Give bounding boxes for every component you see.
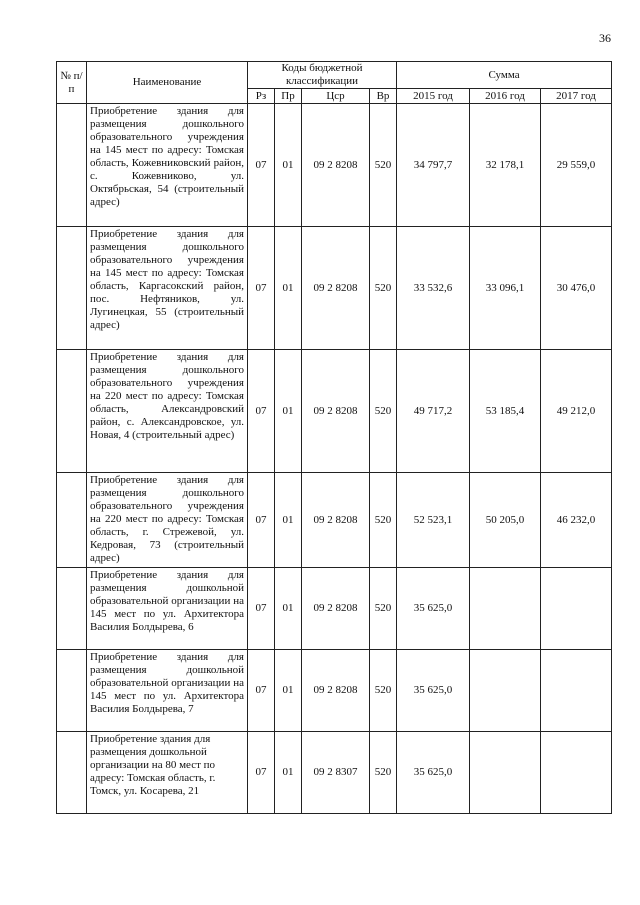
row-2015: 35 625,0 (397, 568, 470, 650)
header-sum-group: Сумма (397, 62, 612, 89)
row-2016: 50 205,0 (470, 473, 541, 568)
row-2017 (541, 650, 612, 732)
row-2016 (470, 732, 541, 814)
row-pr: 01 (275, 473, 302, 568)
row-pr: 01 (275, 104, 302, 227)
row-num (57, 568, 87, 650)
table-row (57, 568, 612, 650)
row-pr: 01 (275, 650, 302, 732)
row-rz: 07 (248, 473, 275, 568)
page-number: 36 (599, 31, 611, 45)
header-rz: Рз (248, 89, 275, 104)
row-rz: 07 (248, 568, 275, 650)
header-row-top (57, 62, 612, 89)
row-2017: 46 232,0 (541, 473, 612, 568)
row-num (57, 227, 87, 350)
row-2017: 30 476,0 (541, 227, 612, 350)
table-row (57, 473, 612, 568)
row-pr: 01 (275, 227, 302, 350)
row-num (57, 350, 87, 473)
header-2016: 2016 год (470, 89, 541, 104)
header-name: Наименование (87, 62, 248, 104)
table-row (57, 732, 612, 814)
row-2015: 52 523,1 (397, 473, 470, 568)
row-rz: 07 (248, 227, 275, 350)
row-vr: 520 (370, 473, 397, 568)
row-csr: 09 2 8208 (302, 104, 370, 227)
row-2016 (470, 568, 541, 650)
row-2016 (470, 650, 541, 732)
row-name: Приобретение здания для размещения дошкольной образовательной организации на 145 мест по ул. Архитектора Василия Болдырева, 7 (87, 650, 248, 732)
row-name: Приобретение здания для размещения дошкольной организации на 80 мест по адресу: Томская область, г. Томск, ул. Косарева, 21 (87, 732, 248, 814)
row-vr: 520 (370, 227, 397, 350)
row-pr: 01 (275, 732, 302, 814)
row-num (57, 650, 87, 732)
header-pr: Пр (275, 89, 302, 104)
header-num: № п/п (57, 62, 87, 104)
header-2015: 2015 год (397, 89, 470, 104)
row-2015: 49 717,2 (397, 350, 470, 473)
row-vr: 520 (370, 350, 397, 473)
row-2015: 34 797,7 (397, 104, 470, 227)
row-2016: 32 178,1 (470, 104, 541, 227)
row-csr: 09 2 8307 (302, 732, 370, 814)
row-csr: 09 2 8208 (302, 227, 370, 350)
row-2017 (541, 732, 612, 814)
row-rz: 07 (248, 350, 275, 473)
row-vr: 520 (370, 732, 397, 814)
row-pr: 01 (275, 350, 302, 473)
row-num (57, 473, 87, 568)
header-csr: Цср (302, 89, 370, 104)
budget-table (56, 61, 612, 814)
table-row (57, 650, 612, 732)
row-vr: 520 (370, 650, 397, 732)
row-name: Приобретение здания для размещения дошкольного образовательного учреждения на 220 мест по адресу: Томская область, Александровский район, с. Александровское, ул. Новая, 4 (строительный адрес) (87, 350, 248, 473)
row-rz: 07 (248, 104, 275, 227)
row-rz: 07 (248, 650, 275, 732)
row-rz: 07 (248, 732, 275, 814)
row-name: Приобретение здания для размещения дошкольной образовательной организации на 145 мест по ул. Архитектора Василия Болдырева, 6 (87, 568, 248, 650)
row-csr: 09 2 8208 (302, 350, 370, 473)
row-2017: 49 212,0 (541, 350, 612, 473)
table-row (57, 227, 612, 350)
row-2015: 33 532,6 (397, 227, 470, 350)
row-csr: 09 2 8208 (302, 473, 370, 568)
table-row (57, 350, 612, 473)
header-codes-group: Коды бюджетной классификации (248, 62, 397, 89)
row-csr: 09 2 8208 (302, 650, 370, 732)
row-2015: 35 625,0 (397, 732, 470, 814)
row-num (57, 732, 87, 814)
row-2017: 29 559,0 (541, 104, 612, 227)
row-name: Приобретение здания для размещения дошкольного образовательного учреждения на 220 мест по адресу: Томская область, г. Стрежевой, ул. Кедровая, 73 (строительный адрес) (87, 473, 248, 568)
table-row (57, 104, 612, 227)
row-csr: 09 2 8208 (302, 568, 370, 650)
header-2017: 2017 год (541, 89, 612, 104)
row-vr: 520 (370, 568, 397, 650)
row-2016: 53 185,4 (470, 350, 541, 473)
row-name: Приобретение здания для размещения дошкольного образовательного учреждения на 145 мест по адресу: Томская область, Кожевниковский район, с. Кожевниково, ул. Октябрьская, 54 (строительный адрес) (87, 104, 248, 227)
row-vr: 520 (370, 104, 397, 227)
row-num (57, 104, 87, 227)
row-name: Приобретение здания для размещения дошкольного образовательного учреждения на 145 мест по адресу: Томская область, Каргасокский район, пос. Нефтяников, ул. Лугинецкая, 55 (строительный адрес) (87, 227, 248, 350)
header-vr: Вр (370, 89, 397, 104)
row-pr: 01 (275, 568, 302, 650)
row-2015: 35 625,0 (397, 650, 470, 732)
row-2016: 33 096,1 (470, 227, 541, 350)
row-2017 (541, 568, 612, 650)
